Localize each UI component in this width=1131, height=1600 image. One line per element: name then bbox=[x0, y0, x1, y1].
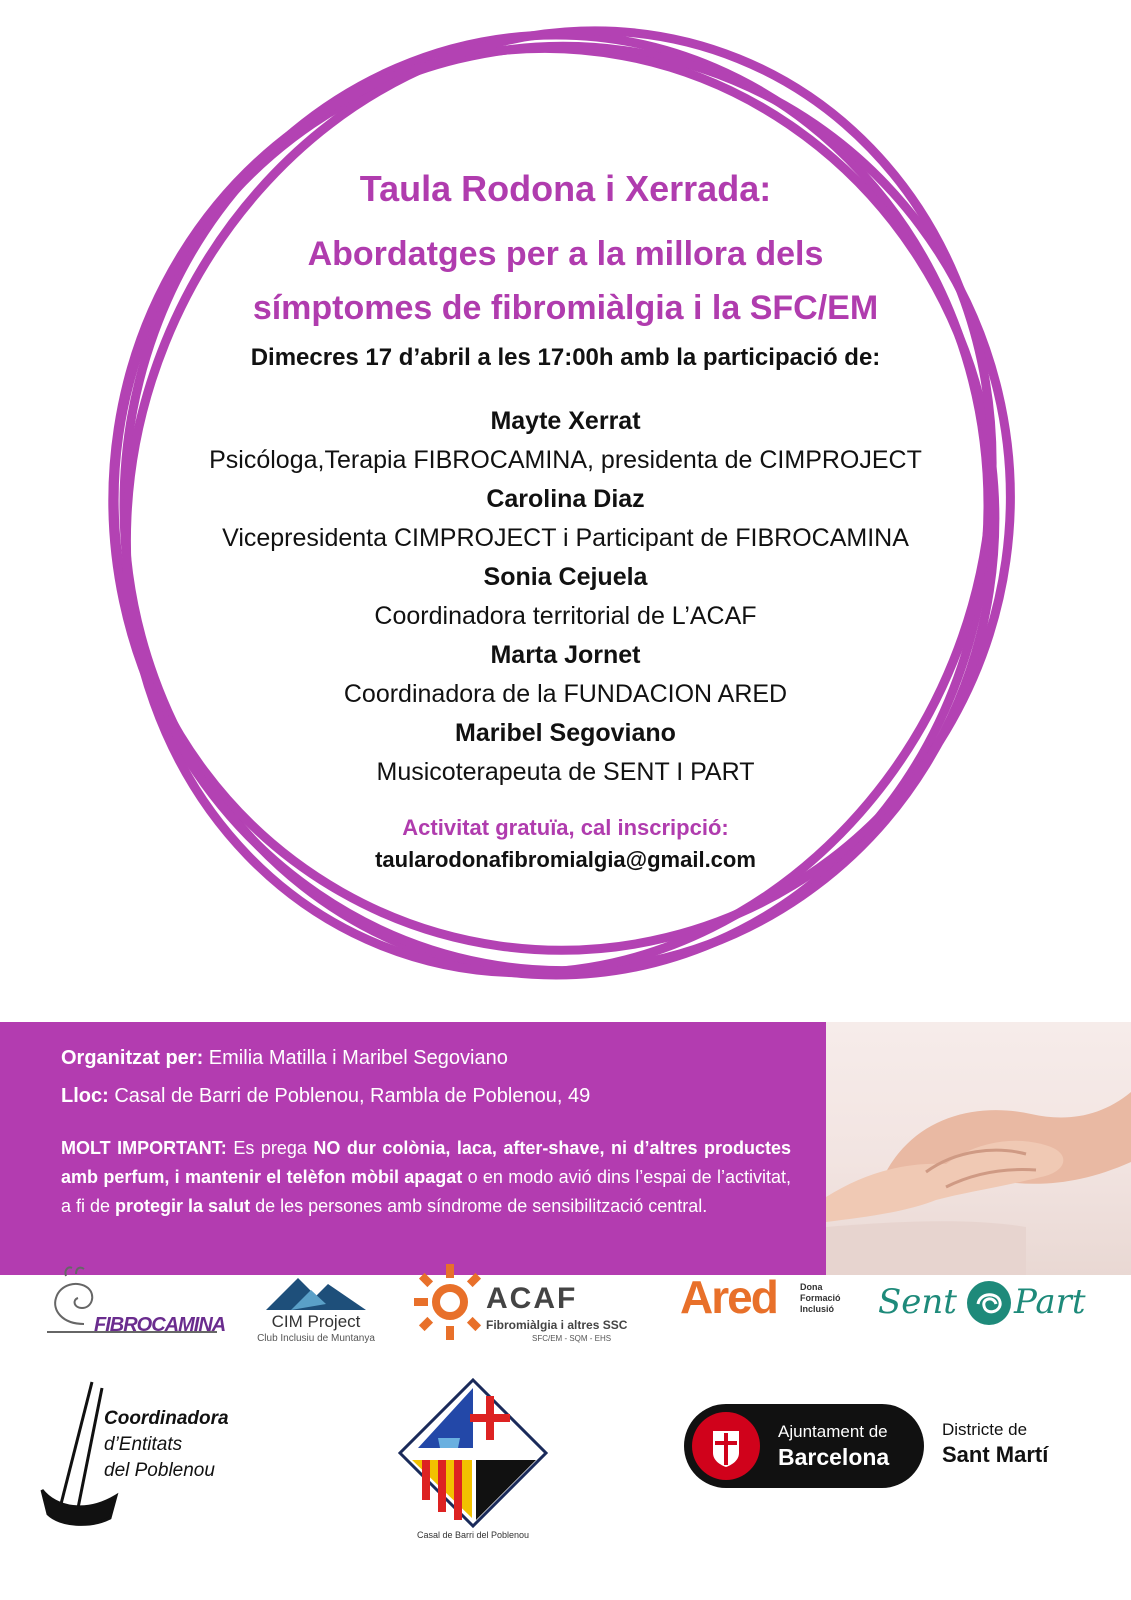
districte-line-1: Districte de bbox=[942, 1420, 1028, 1439]
ajuntament-line-2: Barcelona bbox=[778, 1444, 890, 1470]
casal-de-barri-logo bbox=[398, 1378, 548, 1540]
ajuntament-line-1: Ajuntament de bbox=[778, 1422, 888, 1441]
important-notice bbox=[61, 1134, 791, 1221]
fibrocamina-wordmark: FIBROCAMINA bbox=[94, 1314, 226, 1336]
venue-value: Casal de Barri de Poblenou, Rambla de Poblenou, 49 bbox=[108, 1085, 591, 1107]
acaf-subtitle-2: SFC/EM - SQM - EHS bbox=[532, 1334, 612, 1343]
ajuntament-logo[interactable] bbox=[684, 1404, 924, 1488]
ared-tag-3: Inclusió bbox=[800, 1304, 835, 1314]
venue-line bbox=[61, 1085, 590, 1108]
fibrocamina-logo bbox=[42, 1262, 226, 1347]
ared-logo bbox=[680, 1270, 860, 1340]
registration-email[interactable]: taularodonafibromialgia@gmail.com bbox=[375, 847, 756, 872]
speaker-role: Coordinadora de la FUNDACION ARED bbox=[343, 680, 788, 708]
coordinadora-logo bbox=[36, 1378, 266, 1538]
notice-bold-1: NO dur colònia, laca, after-shave, ni d’altres productes amb perfum, i mantenir el telèfon mòbil apagat bbox=[61, 1138, 791, 1187]
speaker-role: Coordinadora territorial de L’ACAF bbox=[374, 602, 757, 630]
districte-line-2: Sant Martí bbox=[942, 1442, 1049, 1467]
mountain-icon bbox=[236, 1270, 396, 1315]
cim-project-logo bbox=[236, 1270, 396, 1350]
venue-label: Lloc: bbox=[61, 1085, 109, 1107]
sent-wordmark: Sent bbox=[878, 1282, 957, 1322]
coordinadora-line-3: del Poblenou bbox=[104, 1460, 215, 1481]
casal-text: Casal de Barri del Poblenou bbox=[416, 1530, 530, 1540]
notice-text-1: Es prega bbox=[226, 1138, 314, 1158]
event-date-line: Dimecres 17 d’abril a les 17:00h amb la participació de: bbox=[250, 344, 881, 371]
sent-i-part-logo bbox=[878, 1278, 1086, 1333]
ared-name: Ared bbox=[680, 1271, 777, 1323]
acaf-logo bbox=[414, 1262, 644, 1352]
notice-bold-2: protegir la salut bbox=[115, 1196, 251, 1216]
part-wordmark: Part bbox=[1014, 1282, 1086, 1322]
info-band bbox=[0, 1022, 826, 1275]
sun-icon bbox=[414, 1262, 484, 1342]
subtitle-line-1: Abordatges per a la millora dels bbox=[307, 235, 824, 273]
speaker-name: Carolina Diaz bbox=[486, 485, 645, 513]
organizers-value: Emilia Matilla i Maribel Segoviano bbox=[203, 1047, 508, 1069]
speaker-role: Psicóloga,Terapia FIBROCAMINA, presidenta de CIMPROJECT bbox=[209, 446, 922, 474]
subtitle-line-2: símptomes de fibromiàlgia i la SFC/EM bbox=[252, 289, 879, 327]
casal-emblem-icon bbox=[398, 1378, 548, 1528]
notice-text-2: o en modo avió dins l’espai de l’activitat, a fi de bbox=[61, 1167, 791, 1216]
speaker-name: Maribel Segoviano bbox=[455, 719, 676, 747]
speaker-role: Musicoterapeuta de SENT I PART bbox=[376, 758, 755, 786]
organizers-label: Organitzat per: bbox=[61, 1047, 204, 1069]
acaf-name: ACAF bbox=[486, 1282, 578, 1315]
coordinadora-line-1: Coordinadora bbox=[104, 1408, 229, 1429]
acaf-subtitle: Fibromiàlgia i altres SSC bbox=[486, 1318, 628, 1332]
cim-project-name: CIM Project bbox=[271, 1312, 361, 1331]
speaker-role: Vicepresidenta CIMPROJECT i Participant de FIBROCAMINA bbox=[222, 524, 909, 552]
event-subtitle bbox=[0, 227, 1131, 335]
registration-label: Activitat gratuïa, cal inscripció: bbox=[402, 815, 729, 840]
ared-tag-2: Formació bbox=[800, 1293, 841, 1303]
coordinadora-line-2: d’Entitats bbox=[104, 1434, 183, 1455]
barcelona-shield-icon bbox=[691, 1411, 761, 1481]
districte-sant-marti bbox=[942, 1420, 1102, 1480]
speaker-list bbox=[0, 402, 1131, 792]
speaker-name: Sonia Cejuela bbox=[483, 563, 648, 591]
hands-photo bbox=[826, 1022, 1131, 1275]
cim-project-sub: Club Inclusiu de Muntanya bbox=[257, 1333, 375, 1344]
boat-oars-icon bbox=[36, 1378, 126, 1538]
hands-illustration bbox=[826, 1022, 1131, 1275]
speaker-name: Marta Jornet bbox=[490, 641, 641, 669]
organizers-line bbox=[61, 1047, 508, 1070]
notice-label: MOLT IMPORTANT: bbox=[61, 1138, 227, 1158]
ared-tag-1: Dona bbox=[800, 1282, 823, 1292]
notice-text-3: de les persones amb síndrome de sensibilització central. bbox=[250, 1196, 708, 1216]
event-title: Taula Rodona i Xerrada: bbox=[359, 168, 772, 209]
speaker-name: Mayte Xerrat bbox=[490, 407, 641, 435]
knot-icon bbox=[966, 1280, 1012, 1326]
